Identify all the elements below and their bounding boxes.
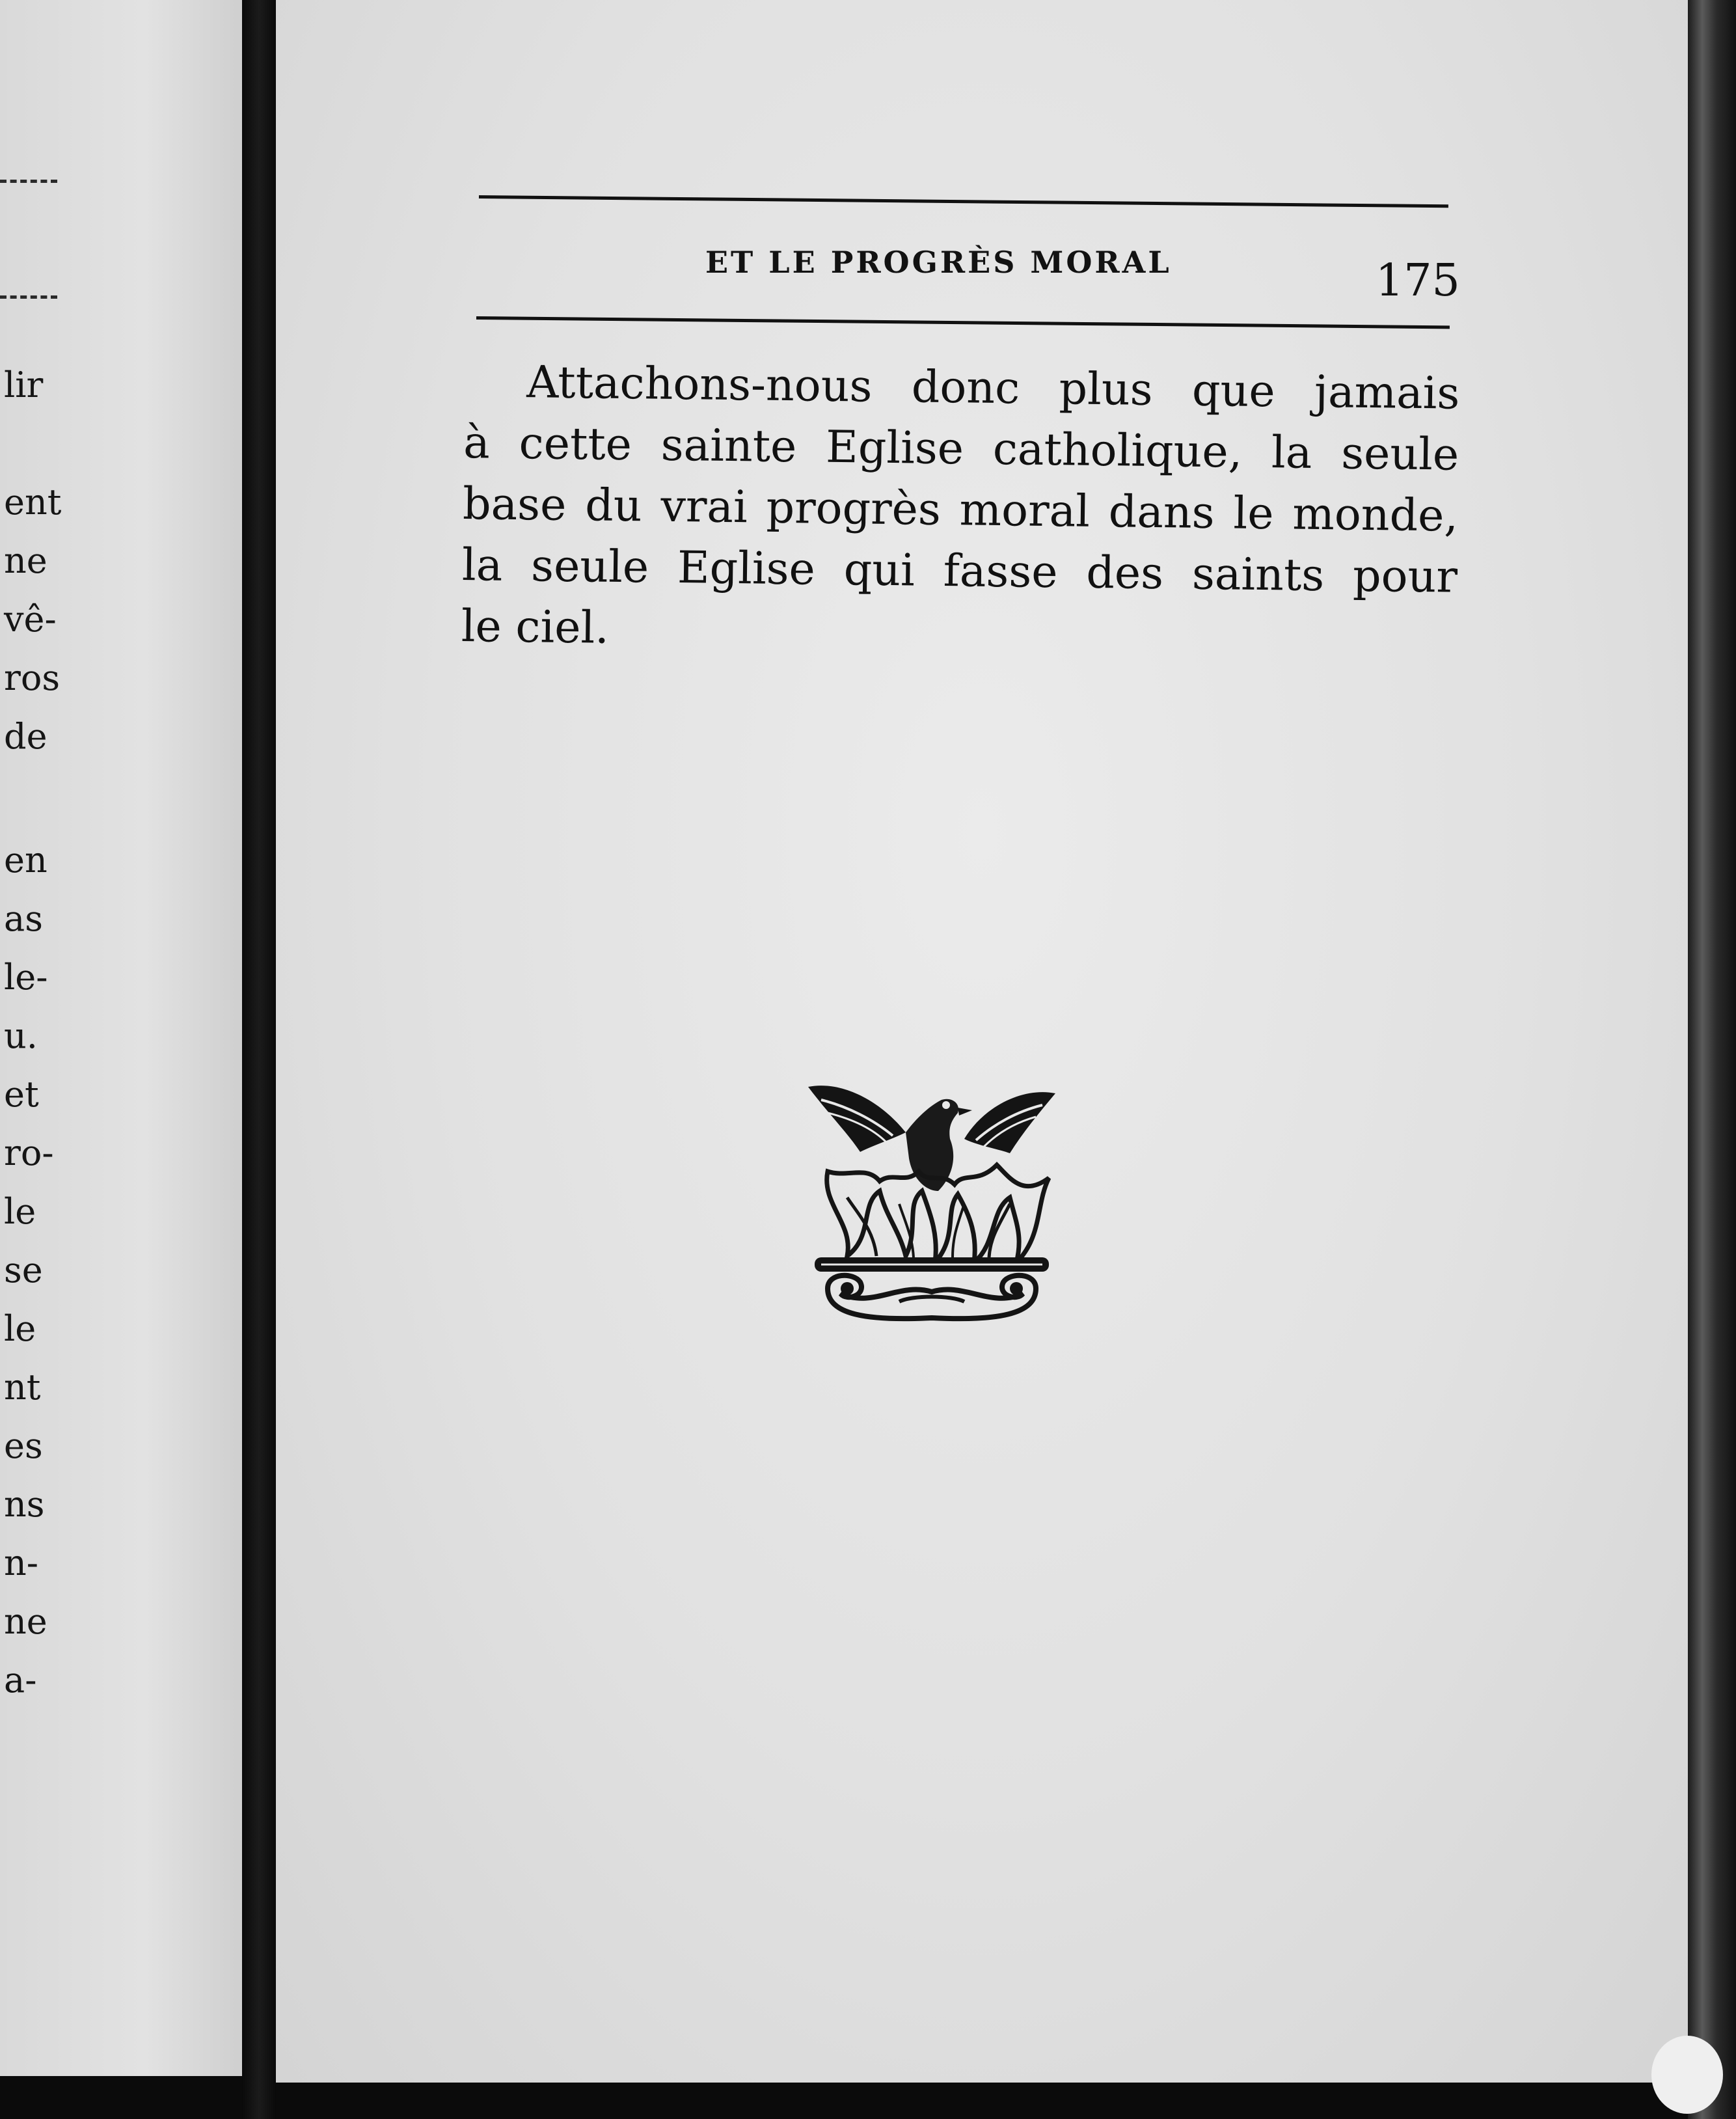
previous-page-line-fragment: en: [4, 840, 47, 881]
previous-page-line-fragment: ne: [4, 1601, 47, 1642]
paper-blemish: [1651, 2036, 1723, 2114]
previous-page-line-fragment: ent: [4, 482, 62, 523]
previous-page-line-fragment: es: [4, 1425, 43, 1466]
previous-page-line-fragment: nt: [4, 1367, 41, 1408]
running-head: ET LE PROGRÈS MORAL: [705, 245, 1172, 280]
previous-page-line-fragment: u.: [4, 1015, 38, 1056]
header-rule-top: [479, 195, 1448, 208]
previous-page-line-fragment: ro-: [4, 1132, 54, 1173]
previous-page-line-fragment: vê-: [4, 599, 57, 640]
previous-page-line-fragment: le: [4, 1191, 36, 1232]
previous-page-rule-top: [0, 180, 57, 183]
book-gutter: [242, 0, 276, 2119]
header-rule-bottom: [476, 316, 1450, 329]
paragraph-line: Attachons-nous donc plus que jamais: [526, 357, 1460, 420]
previous-page-line-fragment: se: [4, 1250, 43, 1291]
paragraph-line: la seule Eglise qui fasse des saints pour: [461, 539, 1458, 603]
previous-page-rule-bottom: [0, 295, 57, 299]
phoenix-vignette-icon: [802, 1074, 1062, 1334]
book-page: [276, 0, 1688, 2083]
previous-page-line-fragment: a-: [4, 1660, 37, 1701]
paragraph-line: base du vrai progrès moral dans le monde,: [462, 478, 1459, 542]
previous-page-line-fragment: ros: [4, 657, 61, 698]
paragraph: [461, 351, 1460, 670]
paragraph-line: le ciel.: [461, 600, 610, 654]
previous-page-line-fragment: lir: [4, 364, 44, 405]
previous-page-line-fragment: ns: [4, 1484, 45, 1525]
previous-page-line-fragment: le-: [4, 957, 48, 998]
paragraph-line: à cette sainte Eglise catholique, la seule: [463, 417, 1459, 481]
previous-page-line-fragment: de: [4, 716, 47, 757]
page-number: 175: [1376, 255, 1460, 307]
previous-page-line-fragment: ne: [4, 540, 47, 581]
previous-page-line-fragment: n-: [4, 1542, 39, 1583]
next-pages-edge: [1688, 0, 1736, 2119]
previous-page-line-fragment: as: [4, 898, 43, 939]
previous-page-edge: [0, 0, 242, 2076]
previous-page-line-fragment: le: [4, 1308, 36, 1349]
previous-page-line-fragment: et: [4, 1074, 39, 1115]
